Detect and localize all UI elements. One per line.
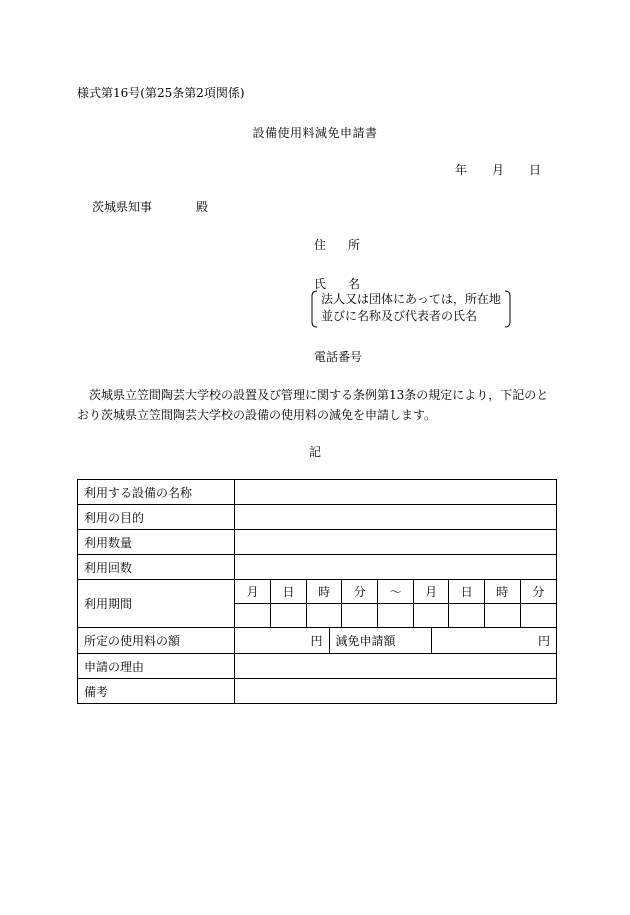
period-value-row [235,604,556,628]
date-line [455,161,541,178]
table-row [78,580,557,628]
addressee [92,198,208,215]
month-label: 月 [492,163,505,177]
period-end-minute-header: 分 [520,580,556,604]
period-end-month-field[interactable] [413,604,449,628]
name-label-char-1: 氏 [314,277,327,291]
addressee-honorific: 殿 [196,200,209,214]
phone-label: 電話番号 [314,350,363,364]
period-header-row [235,580,556,604]
period-label: 利用期間 [78,580,235,628]
period-end-day-field[interactable] [449,604,485,628]
period-grid [235,580,556,627]
table-row [78,480,557,505]
reduction-label: 減免申請額 [329,628,431,653]
table-row [78,505,557,530]
reason-label: 申請の理由 [78,654,235,679]
period-tilde: ～ [378,580,414,604]
quantity-field[interactable] [235,530,557,555]
count-field[interactable] [235,555,557,580]
period-start-minute-field[interactable] [342,604,378,628]
table-row [78,628,557,654]
document-title: 設備使用料減免申請書 [252,126,378,140]
name-label-char-2: 名 [348,277,361,291]
fee-cell [235,628,557,654]
reason-field[interactable] [235,654,557,679]
period-start-day-header: 日 [271,580,307,604]
fee-unit: 円 [310,634,323,648]
period-start-hour-header: 時 [306,580,342,604]
address-label-char-1: 住 [314,238,327,252]
table-row [78,679,557,704]
quantity-label: 利用数量 [78,530,235,555]
period-start-hour-field[interactable] [306,604,342,628]
application-table [77,479,557,704]
period-start-minute-header: 分 [342,580,378,604]
year-label: 年 [455,163,468,177]
reduction-amount-field[interactable] [431,628,556,653]
addressee-name: 茨城県知事 [92,200,153,214]
period-start-day-field[interactable] [271,604,307,628]
period-end-minute-field[interactable] [520,604,556,628]
address-label [314,236,360,253]
table-row [78,555,557,580]
facility-name-field[interactable] [235,480,557,505]
period-start-month-field[interactable] [235,604,271,628]
period-start-month-header: 月 [235,580,271,604]
period-end-hour-header: 時 [485,580,521,604]
form-number: 様式第16号(第25条第2項関係) [77,86,245,100]
address-label-char-2: 所 [348,238,361,252]
fee-label: 所定の使用料の額 [78,628,235,654]
count-label: 利用回数 [78,555,235,580]
ki-heading: 記 [308,445,321,459]
table-row [78,654,557,679]
period-end-day-header: 日 [449,580,485,604]
representative-note: 法人又は団体にあっては，所在地並びに名称及び代表者の氏名 [321,292,501,323]
fee-grid [235,628,556,653]
facility-name-label: 利用する設備の名称 [78,480,235,505]
remarks-field[interactable] [235,679,557,704]
remarks-label: 備考 [78,679,235,704]
period-end-hour-field[interactable] [485,604,521,628]
representative-note-bracket [311,290,511,326]
fee-amount-field[interactable] [235,628,329,653]
day-label: 日 [529,163,542,177]
period-end-month-header: 月 [413,580,449,604]
period-cell [235,580,557,628]
purpose-label: 利用の目的 [78,505,235,530]
reduction-unit: 円 [537,634,550,648]
period-tilde-field [378,604,414,628]
body-text: 茨城県立笠間陶芸大学校の設置及び管理に関する条例第13条の規定により，下記のとおり茨城県立笠間陶芸大学校の設備の使用料の減免を申請します。 [77,388,549,422]
purpose-field[interactable] [235,505,557,530]
table-row [78,530,557,555]
